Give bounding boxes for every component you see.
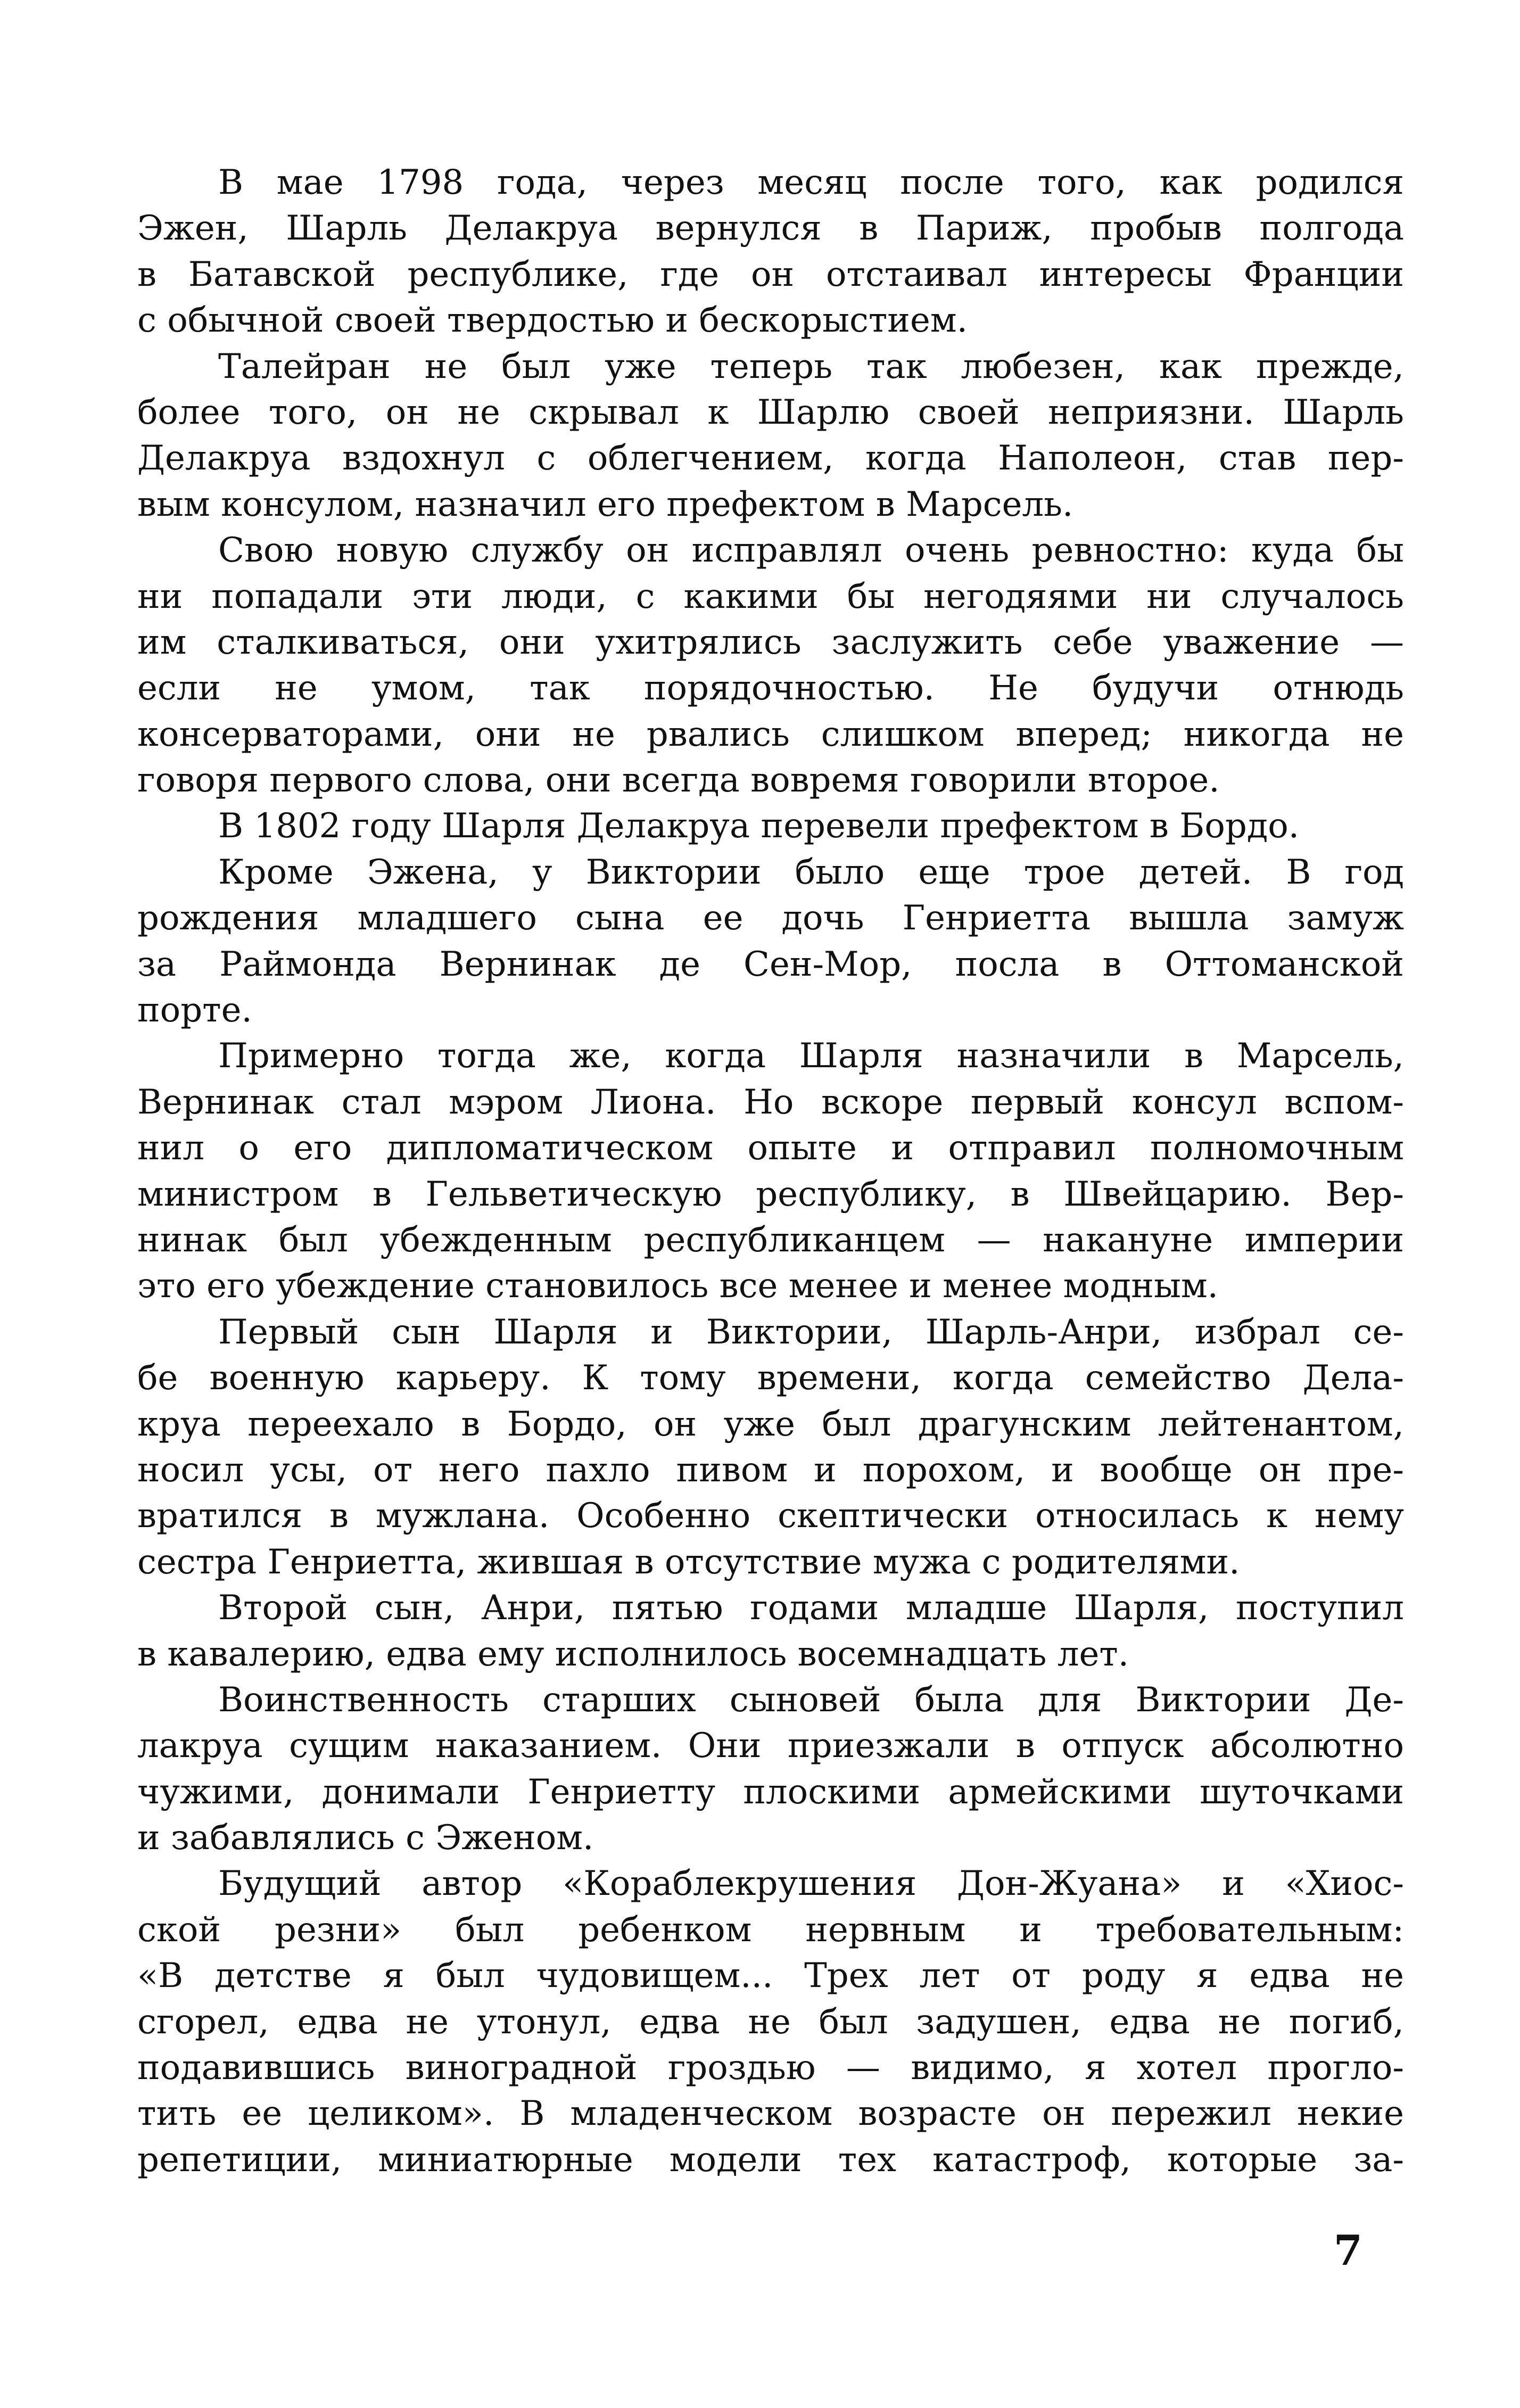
text-line: и забавлялись с Эженом. — [137, 1818, 594, 1858]
text-line: носил усы, от него пахло пивом и порохом, и вообще он пре- — [137, 1450, 1404, 1490]
text-line: «В детстве я был чудовищем... Трех лет от роду я едва не — [137, 1956, 1404, 1996]
text-line: Будущий автор «Кораблекрушения Дон-Жуана» и «Хиос- — [218, 1864, 1404, 1904]
text-line: круа переехало в Бордо, он уже был драгунским лейтенантом, — [137, 1404, 1404, 1444]
text-line: В мае 1798 года, через месяц после того, как родился — [218, 163, 1404, 202]
text-line: если не умом, так порядочностью. Не будучи отнюдь — [137, 669, 1404, 708]
text-line: тить ее целиком». В младенческом возрасте он пережил некие — [137, 2094, 1404, 2134]
text-line: вратился в мужлана. Особенно скептически относилась к нему — [137, 1496, 1404, 1536]
text-line: чужими, донимали Генриетту плоскими армейскими шуточками — [137, 1772, 1404, 1812]
text-line: говоря первого слова, они всегда вовремя говорили второе. — [137, 761, 1220, 801]
text-line: Вернинак стал мэром Лиона. Но вскоре первый консул вспом- — [137, 1082, 1404, 1122]
text-line: лакруа сущим наказанием. Они приезжали в отпуск абсолютно — [137, 1726, 1404, 1766]
text-line: вым консулом, назначил его префектом в Марсель. — [137, 484, 1073, 524]
text-line: Делакруа вздохнул с облегчением, когда Наполеон, став пер- — [137, 439, 1404, 479]
text-line: нинак был убежденным республиканцем — накануне империи — [137, 1220, 1404, 1260]
text-line: министром в Гельветическую республику, в Швейцарию. Вер- — [137, 1174, 1404, 1214]
text-line: с обычной своей твердостью и бескорыстием. — [137, 301, 968, 341]
text-line: В 1802 году Шарля Делакруа перевели префектом в Бордо. — [218, 806, 1300, 846]
text-line: им сталкиваться, они ухитрялись заслужить себе уважение — — [137, 622, 1404, 662]
text-line: бе военную карьеру. К тому времени, когда семейство Дела- — [137, 1358, 1404, 1398]
page-number: 7 — [1333, 2226, 1362, 2275]
text-line: Эжен, Шарль Делакруа вернулся в Париж, пробыв полгода — [137, 209, 1404, 249]
text-line: за Раймонда Вернинак де Сен-Мор, посла в Оттоманской — [137, 944, 1404, 984]
body-text — [137, 160, 1404, 2183]
text-line: Талейран не был уже теперь так любезен, как прежде, — [218, 347, 1404, 386]
text-line: Второй сын, Анри, пятью годами младше Шарля, поступил — [218, 1588, 1404, 1628]
text-line: ской резни» был ребенком нервным и требовательным: — [137, 1910, 1404, 1950]
text-line: Первый сын Шарля и Виктории, Шарль-Анри, избрал се- — [218, 1312, 1404, 1352]
text-line: консерваторами, они не рвались слишком вперед; никогда не — [137, 714, 1404, 754]
text-line: более того, он не скрывал к Шарлю своей неприязни. Шарль — [137, 392, 1404, 432]
text-line: в Батавской республике, где он отстаивал интересы Франции — [137, 254, 1404, 294]
text-line: Примерно тогда же, когда Шарля назначили в Марсель, — [218, 1036, 1404, 1076]
text-line: репетиции, миниатюрные модели тех катастроф, которые за- — [137, 2140, 1404, 2180]
text-line: сгорел, едва не утонул, едва не был задушен, едва не погиб, — [137, 2002, 1404, 2042]
text-line: рождения младшего сына ее дочь Генриетта вышла замуж — [137, 898, 1404, 938]
text-line: подавившись виноградной гроздью — видимо, я хотел прогло- — [137, 2048, 1404, 2088]
text-line: сестра Генриетта, жившая в отсутствие мужа с родителями. — [137, 1542, 1240, 1582]
text-line: порте. — [137, 991, 252, 1030]
text-line: ни попадали эти люди, с какими бы негодяями ни случалось — [137, 576, 1404, 616]
text-line: Свою новую службу он исправлял очень ревностно: куда бы — [218, 531, 1404, 571]
text-line: нил о его дипломатическом опыте и отправил полномочным — [137, 1128, 1404, 1168]
text-line: это его убеждение становилось все менее и менее модным. — [137, 1266, 1218, 1306]
text-line: Воинственность старших сыновей была для Виктории Де- — [218, 1680, 1404, 1720]
text-line: в кавалерию, едва ему исполнилось восемнадцать лет. — [137, 1634, 1129, 1674]
text-line: Кроме Эжена, у Виктории было еще трое детей. В год — [218, 852, 1404, 892]
